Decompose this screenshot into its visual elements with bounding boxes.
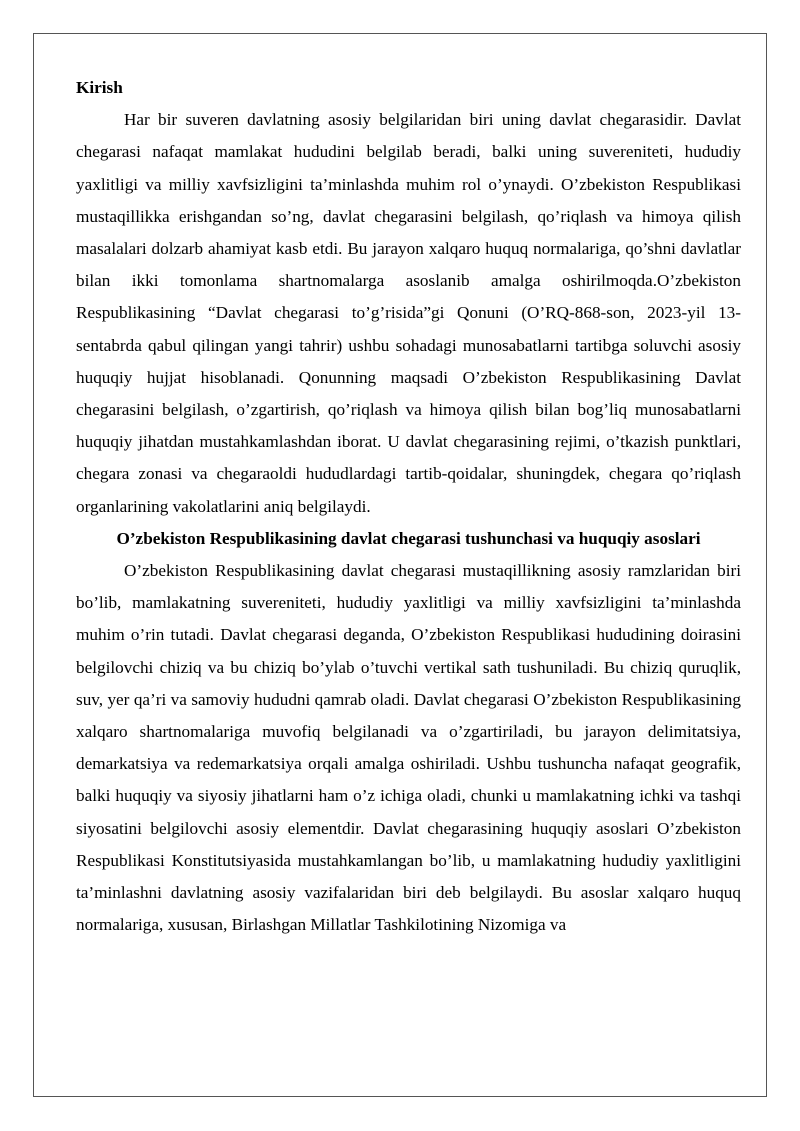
document-body xyxy=(76,72,741,941)
section-heading: O’zbekiston Respublikasining davlat chegarasi tushunchasi va huquqiy asoslari xyxy=(116,528,701,548)
intro-paragraph: Har bir suveren davlatning asosiy belgilaridan biri uning davlat chegarasidir. Davlat chegarasi nafaqat mamlakat hududini belgilab beradi, balki uning suvereniteti, hududiy yaxlitligi va milliy xavfsizligini ta’minlashda muhim rol o’ynaydi. O’zbekiston Respublikasi mustaqillikka erishgandan so’ng, davlat chegarasini belgilash, qo’riqlash va himoya qilish masalalari dolzarb ahamiyat kasb etdi. Bu jarayon xalqaro huquq normalariga, qo’shni davlatlar bilan ikki tomonlama shartnomalarga asoslanib amalga oshirilmoqda.O’zbekiston Respublikasining “Davlat chegarasi to’g’risida”gi Qonuni (O’RQ-868-son, 2023-yil 13-sentabrda qabul qilingan yangi tahrir) ushbu sohadagi munosabatlarni tartibga soluvchi asosiy huquqiy hujjat hisoblanadi. Qonunning maqsadi O’zbekiston Respublikasining Davlat chegarasini belgilash, o’zgartirish, qo’riqlash va himoya qilish bilan bog’liq munosabatlarni huquqiy jihatdan mustahkamlashdan iborat. U davlat chegarasining rejimi, o’tkazish punktlari, chegara zonasi va chegaraoldi hududlardagi tartib-qoidalar, shuningdek, chegara qo’riqlash organlarining vakolatlarini aniq belgilaydi. xyxy=(76,110,741,516)
intro-heading: Kirish xyxy=(76,78,123,97)
section-paragraph: O’zbekiston Respublikasining davlat chegarasi mustaqillikning asosiy ramzlaridan biri bo’lib, mamlakatning suvereniteti, hududiy yaxlitligi va milliy xavfsizligini ta’minlashda muhim o’rin tutadi. Davlat chegarasi deganda, O’zbekiston Respublikasi hududining doirasini belgilovchi chiziq va bu chiziq bo’ylab o’tuvchi vertikal sath tushuniladi. Bu chiziq quruqlik, suv, yer qa’ri va samoviy hududni qamrab oladi. Davlat chegarasi O’zbekiston Respublikasining xalqaro shartnomalariga muvofiq belgilanadi va o’zgartiriladi, bu jarayon delimitatsiya, demarkatsiya va redemarkatsiya orqali amalga oshiriladi. Ushbu tushuncha nafaqat geografik, balki huquqiy va siyosiy jihatlarni ham o’z ichiga oladi, chunki u mamlakatning ichki va tashqi siyosatini belgilovchi asosiy elementdir. Davlat chegarasining huquqiy asoslari O’zbekiston Respublikasi Konstitutsiyasida mustahkamlangan bo’lib, u mamlakatning hududiy yaxlitligini ta’minlashni davlatning asosiy vazifalaridan biri deb belgilaydi. Bu asoslar xalqaro huquq normalariga, xususan, Birlashgan Millatlar Tashkilotining Nizomiga va xyxy=(76,561,741,935)
